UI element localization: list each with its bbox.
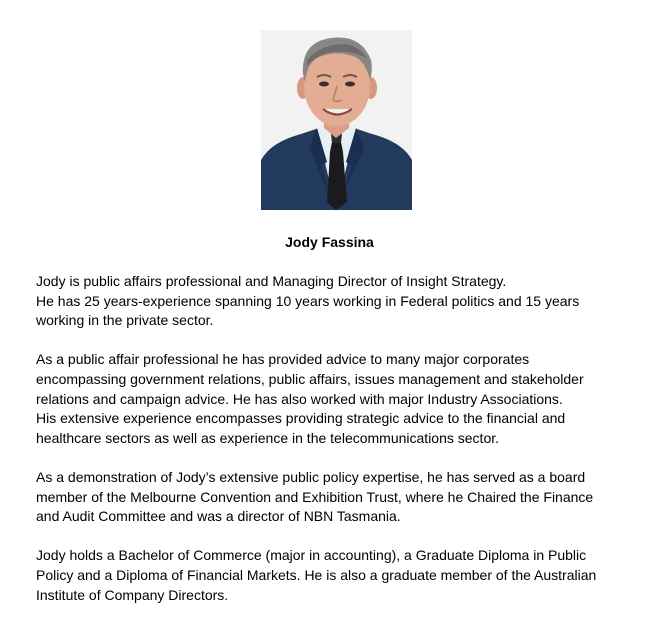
portrait-photo-icon <box>261 30 412 210</box>
bio-line: Jody is public affairs professional and Managing Director of Insight Strategy. <box>36 273 507 289</box>
bio-paragraph <box>36 350 646 448</box>
person-name: Jody Fassina <box>285 234 374 250</box>
bio-line: relations and campaign advice. He has also worked with major Industry Associations. <box>36 390 563 407</box>
bio-paragraph <box>36 546 646 605</box>
bio-line: Institute of Company Directors. <box>36 586 229 603</box>
bio-line: healthcare sectors as well as experience in the telecommunications sector. <box>36 429 500 446</box>
bio-line: As a public affair professional he has provided advice to many major corporates <box>36 351 530 368</box>
bio-line: His extensive experience encompasses providing strategic advice to the financial and <box>36 410 566 427</box>
bio-paragraph <box>36 272 646 331</box>
profile-photo <box>261 30 412 210</box>
bio-line: Policy and a Diploma of Financial Markets. He is also a graduate member of the Australian <box>36 566 597 583</box>
bio-line: and Audit Committee and was a director of NBN Tasmania. <box>36 508 401 525</box>
bio-line: He has 25 years-experience spanning 10 years working in Federal politics and 15 years <box>36 292 580 309</box>
bio-line: encompassing government relations, public affairs, issues management and stakeholder <box>36 370 584 387</box>
bio-line: Jody holds a Bachelor of Commerce (major in accounting), a Graduate Diploma in Public <box>36 547 587 564</box>
bio-line: As a demonstration of Jody’s extensive public policy expertise, he has served as a board <box>36 468 586 485</box>
biography <box>36 272 646 625</box>
bio-line: working in the private sector. <box>36 312 214 329</box>
bio-paragraph <box>36 468 646 527</box>
bio-line: member of the Melbourne Convention and Exhibition Trust, where he Chaired the Finance <box>36 488 594 505</box>
